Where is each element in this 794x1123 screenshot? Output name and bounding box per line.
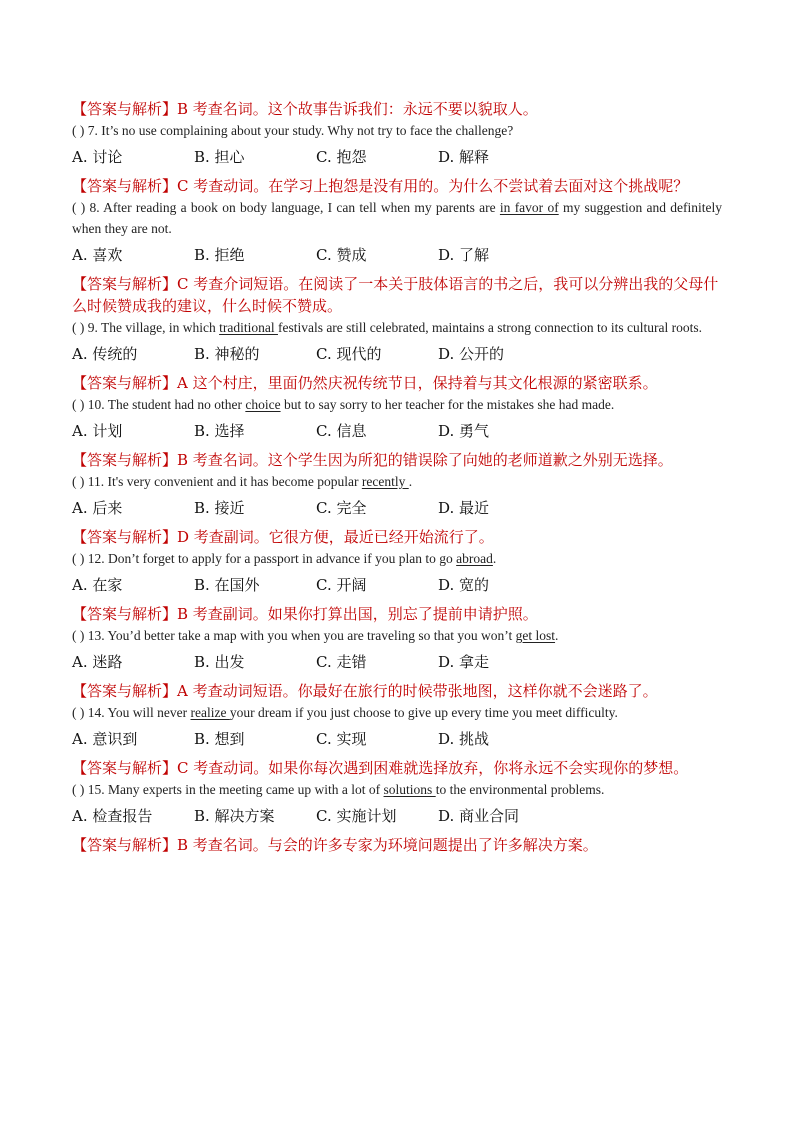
question-text-tail: . xyxy=(555,628,559,643)
answer-text: C 考查介词短语。在阅读了一本关于肢体语言的书之后，我可以分辨出我的父母什么时候赞成我的建议，什么时候不赞成。 xyxy=(72,275,719,315)
option-a: A. 在家 xyxy=(72,576,123,594)
answer-text: B 考查名词。与会的许多专家为环境问题提出了许多解决方案。 xyxy=(177,836,598,854)
qa-block-final xyxy=(72,834,722,856)
option-c: C. 走错 xyxy=(316,653,367,671)
options-row xyxy=(72,727,722,751)
answer-explanation xyxy=(72,603,722,625)
option-c: C. 开阔 xyxy=(316,576,367,594)
options-row xyxy=(72,342,722,366)
underlined-word: get lost xyxy=(515,628,556,643)
option-b: B. 在国外 xyxy=(194,576,260,594)
option-b: B. 解决方案 xyxy=(194,807,275,825)
option-b: B. 担心 xyxy=(194,148,245,166)
answer-text: C 考查动词。在学习上抱怨是没有用的。为什么不尝试着去面对这个挑战呢？ xyxy=(177,177,689,195)
question-text: ( ) 13. You’d better take a map with you when you are traveling so that you won’t xyxy=(72,628,516,643)
qa-block-7 xyxy=(72,175,722,267)
question-text-tail: your dream if you just choose to give up every time you meet difficulty. xyxy=(229,705,618,720)
question-text: ( ) 12. Don’t forget to apply for a passport in advance if you plan to go xyxy=(72,551,457,566)
underlined-word: abroad xyxy=(456,551,493,566)
options-row xyxy=(72,419,722,443)
option-a: A. 后来 xyxy=(72,499,123,517)
option-c: C. 实施计划 xyxy=(316,807,397,825)
question-9 xyxy=(72,317,722,338)
option-b: B. 神秘的 xyxy=(194,345,260,363)
underlined-word: solutions xyxy=(383,782,436,797)
option-d: D. 宽的 xyxy=(438,576,490,594)
option-d: D. 挑战 xyxy=(438,730,490,748)
option-c: C. 赞成 xyxy=(316,246,367,264)
option-d: D. 了解 xyxy=(438,246,490,264)
answer-tag: 【答案与解析】 xyxy=(72,682,178,700)
option-a: A. 意识到 xyxy=(72,730,138,748)
answer-explanation xyxy=(72,834,722,856)
underlined-word: in favor of xyxy=(499,200,559,215)
option-b: B. 想到 xyxy=(194,730,245,748)
question-text-tail: but to say sorry to her teacher for the mistakes she had made. xyxy=(280,397,615,412)
option-d: D. 勇气 xyxy=(438,422,490,440)
qa-block-11 xyxy=(72,526,722,597)
answer-tag: 【答案与解析】 xyxy=(72,451,178,469)
underlined-word: traditional xyxy=(219,320,278,335)
qa-block-8 xyxy=(72,273,722,366)
answer-explanation xyxy=(72,449,722,471)
option-d: D. 最近 xyxy=(438,499,490,517)
option-d: D. 解释 xyxy=(438,148,490,166)
question-text: ( ) 9. The village, in which xyxy=(72,320,220,335)
question-8 xyxy=(72,197,722,239)
option-c: C. 实现 xyxy=(316,730,367,748)
answer-tag: 【答案与解析】 xyxy=(72,528,178,546)
answer-text: A 考查动词短语。你最好在旅行的时候带张地图，这样你就不会迷路了。 xyxy=(177,682,658,700)
option-d: D. 公开的 xyxy=(438,345,505,363)
option-a: A. 检查报告 xyxy=(72,807,153,825)
question-text-tail: festivals are still celebrated, maintains a strong connection to its cultural roots. xyxy=(277,320,702,335)
option-b: B. 拒绝 xyxy=(194,246,245,264)
question-text-tail: my suggestion and definitely when they are not. xyxy=(72,200,723,236)
option-b: B. 出发 xyxy=(194,653,245,671)
option-a: A. 喜欢 xyxy=(72,246,123,264)
question-15 xyxy=(72,779,722,800)
answer-tag: 【答案与解析】 xyxy=(72,836,178,854)
answer-explanation xyxy=(72,98,722,120)
option-d: D. 商业合同 xyxy=(438,807,520,825)
answer-text: A 这个村庄，里面仍然庆祝传统节日，保持着与其文化根源的紧密联系。 xyxy=(177,374,658,392)
answer-text: B 考查副词。如果你打算出国，别忘了提前申请护照。 xyxy=(177,605,538,623)
question-text: ( ) 15. Many experts in the meeting came up with a lot of xyxy=(72,782,384,797)
answer-explanation xyxy=(72,757,722,779)
options-row xyxy=(72,496,722,520)
question-11 xyxy=(72,471,722,492)
qa-block-12 xyxy=(72,603,722,674)
options-row xyxy=(72,573,722,597)
option-c: C. 信息 xyxy=(316,422,367,440)
answer-text: C 考查动词。如果你每次遇到困难就选择放弃，你将永远不会实现你的梦想。 xyxy=(177,759,689,777)
option-a: A. 传统的 xyxy=(72,345,138,363)
question-text-tail: . xyxy=(408,474,413,489)
question-text: ( ) 10. The student had no other xyxy=(72,397,246,412)
document-page xyxy=(72,92,722,858)
question-text-tail: to the environmental problems. xyxy=(435,782,605,797)
qa-block-13 xyxy=(72,680,722,751)
answer-explanation xyxy=(72,680,722,702)
option-d: D. 拿走 xyxy=(438,653,490,671)
question-text: ( ) 11. It's very convenient and it has become popular xyxy=(72,474,362,489)
answer-tag: 【答案与解析】 xyxy=(72,177,178,195)
qa-block-14 xyxy=(72,757,722,828)
underlined-word: recently xyxy=(361,474,409,489)
answer-tag: 【答案与解析】 xyxy=(72,605,178,623)
option-b: B. 选择 xyxy=(194,422,245,440)
question-text-tail: . xyxy=(492,551,497,566)
answer-explanation xyxy=(72,273,722,317)
option-a: A. 计划 xyxy=(72,422,123,440)
question-14 xyxy=(72,702,722,723)
answer-explanation xyxy=(72,372,722,394)
qa-block-10 xyxy=(72,449,722,520)
underlined-word: choice xyxy=(245,397,281,412)
answer-tag: 【答案与解析】 xyxy=(72,759,178,777)
option-c: C. 抱怨 xyxy=(316,148,367,166)
option-b: B. 接近 xyxy=(194,499,245,517)
option-c: C. 完全 xyxy=(316,499,367,517)
options-row xyxy=(72,650,722,674)
question-text: ( ) 14. You will never xyxy=(72,705,191,720)
answer-text: D 考查副词。它很方便，最近已经开始流行了。 xyxy=(177,528,494,546)
question-12 xyxy=(72,548,722,569)
options-row xyxy=(72,145,722,169)
options-row xyxy=(72,804,722,828)
underlined-word: realize xyxy=(190,705,230,720)
options-row xyxy=(72,243,722,267)
question-7 xyxy=(72,120,722,141)
answer-explanation xyxy=(72,175,722,197)
answer-explanation xyxy=(72,526,722,548)
answer-text: B 考查名词。这个故事告诉我们：永远不要以貌取人。 xyxy=(177,100,538,118)
question-text: ( ) 7. It’s no use complaining about your study. Why not try to face the challenge? xyxy=(72,123,514,138)
answer-tag: 【答案与解析】 xyxy=(72,100,178,118)
question-text: ( ) 8. After reading a book on body language, I can tell when my parents are xyxy=(72,200,500,215)
option-a: A. 迷路 xyxy=(72,653,123,671)
answer-text: B 考查名词。这个学生因为所犯的错误除了向她的老师道歉之外别无选择。 xyxy=(177,451,673,469)
qa-block-6 xyxy=(72,98,722,169)
question-10 xyxy=(72,394,722,415)
answer-tag: 【答案与解析】 xyxy=(72,275,178,293)
qa-block-9 xyxy=(72,372,722,443)
question-13 xyxy=(72,625,722,646)
answer-tag: 【答案与解析】 xyxy=(72,374,178,392)
option-a: A. 讨论 xyxy=(72,148,123,166)
option-c: C. 现代的 xyxy=(316,345,382,363)
